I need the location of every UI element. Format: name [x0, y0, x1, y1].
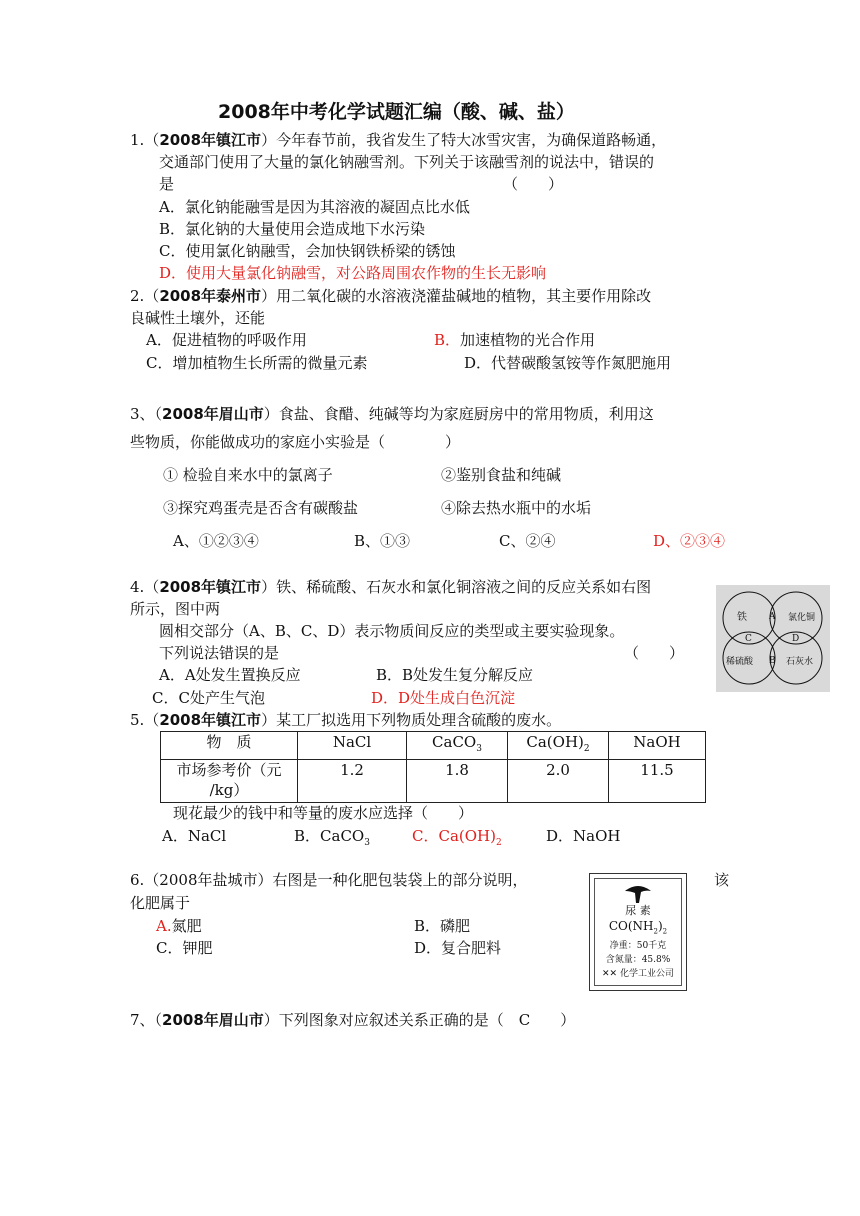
q4-option-d: D．D处生成白色沉淀 — [371, 689, 516, 707]
fertilizer-label — [589, 873, 687, 991]
table-row — [161, 760, 706, 803]
q6-option-c: C．钾肥 — [156, 939, 213, 957]
q3-item-4: ④除去热水瓶中的水垢 — [441, 499, 592, 517]
q1-line2: 交通部门使用了大量的氯化钠融雪剂。下列关于该融雪剂的说法中，错误的 — [159, 153, 655, 171]
venn-region-a: A — [769, 612, 776, 622]
venn-label-h2so4: 稀硫酸 — [726, 657, 754, 667]
table-header-cell: NaCl — [298, 732, 407, 760]
venn-region-b: B — [769, 656, 776, 666]
q3-item-2: ②鉴别食盐和纯碱 — [441, 466, 562, 484]
q3-item-1: ① 检验自来水中的氯离子 — [163, 466, 333, 484]
venn-label-limewater: 石灰水 — [786, 657, 814, 667]
q5-option-d: D．NaOH — [546, 827, 621, 845]
fertilizer-nitrogen-content: 含氮量：45.8% — [605, 955, 671, 966]
q2-source: 2008年泰州市 — [159, 287, 262, 305]
q2-line1: 2.（2008年泰州市）用二氧化碳的水溶液浇灌盐碱地的植物，其主要作用除改 — [130, 287, 652, 305]
q3-option-b: B、①③ — [354, 532, 411, 550]
q2-option-d: D．代替碳酸氢铵等作氮肥施用 — [464, 354, 672, 372]
fertilizer-net-weight: 净重：50千克 — [609, 941, 667, 952]
table-cell: 1.8 — [407, 760, 508, 803]
venn-label-iron: 铁 — [737, 612, 747, 623]
q4-line1: 4.（2008年镇江市）铁、稀硫酸、石灰水和氯化铜溶液之间的反应关系如右图 — [130, 578, 652, 596]
q1-answer-blank: （ ） — [503, 175, 564, 193]
q7-source: 2008年眉山市 — [162, 1011, 264, 1029]
table-cell: 市场参考价（元 /kg） — [161, 760, 298, 803]
table-cell: 2.0 — [508, 760, 609, 803]
venn-label-cucl2: 氯化铜 — [788, 613, 816, 623]
q5-option-a: A．NaCl — [162, 827, 227, 845]
reaction-venn-diagram — [716, 585, 830, 692]
q6-line1: 6.（2008年盐城市）右图是一种化肥包装袋上的部分说明， — [130, 871, 528, 889]
q1-option-a: A．氯化钠能融雪是因为其溶液的凝固点比水低 — [159, 198, 470, 216]
brand-logo-icon — [623, 882, 653, 904]
venn-region-c: C — [745, 634, 752, 644]
q6-option-b: B．磷肥 — [414, 917, 471, 935]
q4-source: 2008年镇江市 — [159, 578, 262, 596]
q4-option-b: B．B处发生复分解反应 — [376, 666, 534, 684]
venn-region-d: D — [792, 634, 800, 644]
q1-line3: 是 — [159, 175, 175, 193]
q5-option-c: C．$Ca(OH)_2$ — [412, 827, 502, 848]
q2-line2: 良碱性土壤外，还能 — [130, 309, 266, 327]
q5-option-b: B．CaCO$_3$ — [294, 827, 370, 848]
q3-item-3: ③探究鸡蛋壳是否含有碳酸盐 — [163, 499, 359, 517]
table-row — [161, 732, 706, 760]
fertilizer-company: ✕✕ 化学工业公司 — [602, 969, 674, 980]
fertilizer-formula: $CO(NH_2)_2$ — [608, 919, 668, 936]
q3-source: 2008年眉山市 — [162, 405, 264, 423]
q5-question: 现花最少的钱中和等量的废水应选择（ ） — [173, 804, 474, 822]
q5-source: 2008年镇江市 — [159, 711, 262, 729]
q2-option-b: B．加速植物的光合作用 — [434, 331, 596, 349]
table-header-cell: 物 质 — [161, 732, 298, 760]
venn-svg — [716, 585, 830, 692]
fertilizer-name: 尿 素 — [625, 904, 651, 917]
q6-option-d: D．复合肥料 — [414, 939, 502, 957]
table-header-cell: NaOH — [609, 732, 706, 760]
table-cell: 11.5 — [609, 760, 706, 803]
q3-line1: 3、（2008年眉山市）食盐、食醋、纯碱等均为家庭厨房中的常用物质，利用这 — [130, 405, 654, 423]
q7-line1: 7、（2008年眉山市）下列图象对应叙述关系正确的是（ C ） — [130, 1011, 576, 1029]
q4-line3: 圆相交部分（A、B、C、D）表示物质间反应的类型或主要实验现象。 — [159, 622, 625, 640]
q1-option-c: C．使用氯化钠融雪，会加快钢铁桥梁的锈蚀 — [159, 242, 456, 260]
price-table — [160, 731, 706, 803]
table-header-cell: CaCO$_3$ — [407, 732, 508, 760]
q3-option-c: C、②④ — [499, 532, 556, 550]
q6-option-a: A.氮肥 — [156, 917, 202, 935]
q5-line1: 5.（2008年镇江市）某工厂拟选用下列物质处理含硫酸的废水。 — [130, 711, 562, 729]
q4-option-c: C．C处产生气泡 — [152, 689, 265, 707]
q4-line4: 下列说法错误的是 — [159, 644, 280, 662]
q2-option-a: A．促进植物的呼吸作用 — [146, 331, 307, 349]
q3-option-d: D、②③④ — [653, 532, 726, 550]
table-header-cell: $Ca(OH)_2$ — [508, 732, 609, 760]
q6-line2: 化肥属于 — [130, 894, 191, 912]
q4-answer-blank: （ ） — [624, 644, 685, 662]
q1-line1: 1.（2008年镇江市）今年春节前，我省发生了特大冰雪灾害，为确保道路畅通， — [130, 131, 667, 149]
q3-line2: 些物质，你能做成功的家庭小实验是（ ） — [130, 433, 461, 451]
q2-option-c: C．增加植物生长所需的微量元素 — [146, 354, 368, 372]
q3-option-a: A、①②③④ — [173, 532, 259, 550]
q4-line2: 所示，图中两 — [130, 600, 221, 618]
q4-option-a: A．A处发生置换反应 — [159, 666, 301, 684]
q6-line1-end: 该 — [714, 871, 730, 889]
page-title: 2008年中考化学试题汇编（酸、碱、盐） — [218, 101, 575, 123]
q1-option-b: B．氯化钠的大量使用会造成地下水污染 — [159, 220, 426, 238]
table-cell: 1.2 — [298, 760, 407, 803]
q1-option-d: D．使用大量氯化钠融雪，对公路周围农作物的生长无影响 — [159, 264, 547, 282]
q1-source: 2008年镇江市 — [159, 131, 262, 149]
fertilizer-label-inner — [594, 878, 682, 986]
